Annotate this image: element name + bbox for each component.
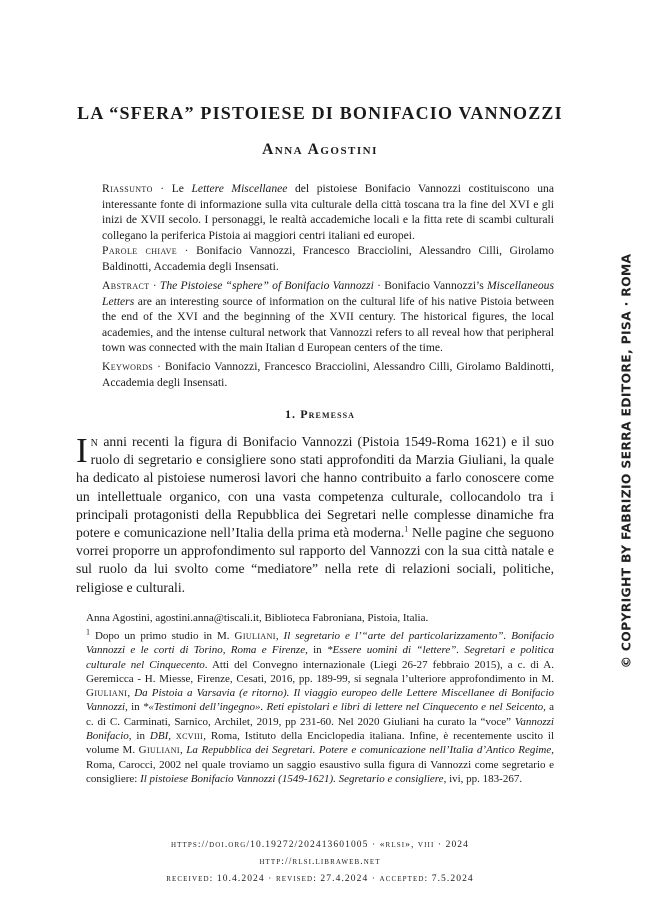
abstract-label: Abstract	[102, 279, 150, 292]
journal-url[interactable]: http://rlsi.libraweb.net	[259, 857, 381, 867]
parole-chiave-label: Parole chiave	[102, 244, 178, 257]
drop-cap: I	[76, 431, 88, 470]
keywords-block: Keywords · Bonifacio Vannozzi, Francesco Bracciolini, Alessandro Cilli, Girolamo Baldinotti, Accademia degli Insensati.	[102, 360, 554, 389]
section-heading: 1. Premessa	[284, 407, 356, 421]
footnote-1: $^1$ Dopo un primo studio in M. Giuliani, Il segretario e l’“arte del particolarizzamento”. Bonifacio Vannozzi e le corti di Torino, Roma e Firenze, in *Essere uomini di “lettere”. Segretari e politica culturale nel Cinquecento. Atti del Convegno internazionale (Liegi 26-27 febbraio 2015), a c. di A. Geremicca - H. Miesse, Firenze, Cesati, 2016, pp. 189-99, si segnala l’ulteriore approfondimento in M. Giuliani, Da Pistoia a Varsavia (e ritorno). Il viaggio europeo delle Lettere Miscellanee di Bonifacio Vannozzi, in *«Testimoni dell’ingegno». Reti epistolari e libri di lettere nel Cinquecento e nel Seicento, a c. di C. Carminati, Sarnico, Archilet, 2019, pp 231-60. Nel 2020 Giuliani ha curato la “voce” Vannozzi Bonifacio, in DBI, xcviii, Roma, Istituto della Enciclopedia italiana. Infine, è recentemente uscito il volume M. Giuliani, La Repubblica dei Segretari. Potere e comunicazione nell’Italia d’Antico Regime, Roma, Carocci, 2002 nel quale troviamo un saggio esaustivo sulla figura di Vannozzi come segretario e consigliere: Il pistoiese Bonifacio Vannozzi (1549-1621). Segretario e consigliere, ivi, pp. 183-267.	[86, 627, 555, 785]
dates-line: received: 10.4.2024 · revised: 27.4.2024 · accepted: 7.5.2024	[166, 874, 474, 884]
paper-title: LA “SFERA” PISTOIESE DI BONIFACIO VANNOZZI	[77, 103, 563, 123]
abstract-title: The Pistoiese “sphere” of Bonifacio Vannozzi	[159, 279, 374, 292]
parole-chiave-block: Parole chiave · Bonifacio Vannozzi, Francesco Bracciolini, Alessandro Cilli, Girolamo Baldinotti, Accademia degli Insensati.	[102, 244, 554, 273]
riassunto-label: Riassunto	[102, 182, 153, 195]
riassunto-block: Riassunto · Le Lettere Miscellanee del pistoiese Bonifacio Vannozzi costituiscono una interessante fonte di informazione sulla vita culturale della città toscana tra la fine del XVI e gli inizi de XVII secolo. I personaggi, le realtà accademiche locali e la fitta rete di scambi culturali collegano la periferica Pistoia ai maggiori centri italiani ed europei.	[102, 182, 554, 242]
copyright-sidebar: © COPYRIGHT BY FABRIZIO SERRA EDITORE, PISA · ROMA	[618, 253, 634, 669]
keywords-label: Keywords	[102, 360, 154, 373]
author-name: Anna Agostini	[262, 141, 378, 158]
body-paragraph: In anni recenti la figura di Bonifacio Vannozzi (Pistoia 1549-Roma 1621) e il suo ruolo di segretario e consigliere sono stati approfonditi da Marzia Giuliani, la quale ha dedicato al pistoiese numerosi lavori che hanno contribuito a farlo conoscere come un intellettuale organico, con una vasta competenza culturale, collocandolo tra i principali protagonisti della Repubblica dei Segretari nelle complesse dinamiche fra potere e comunicazione nell’Italia della prima età moderna.$^1$ Nelle pagine che seguono vorrei proporre un approfondimento sul rapporto del Vannozzi con la sua città natale e sul ruolo da lui svolto come “mediatore” nella rete di relazioni sociali, politiche, religiose e culturali.	[76, 431, 554, 595]
footnote-ref[interactable]: 1	[404, 524, 409, 534]
doi-line[interactable]: https://doi.org/10.19272/202413601005 · «rlsi», viii · 2024	[170, 840, 469, 850]
author-affiliation: Anna Agostini, agostini.anna@tiscali.it, Biblioteca Fabroniana, Pistoia, Italia.	[86, 612, 429, 624]
abstract-block: Abstract · The Pistoiese “sphere” of Bonifacio Vannozzi · Bonifacio Vannozzi’s Miscellaneous Letters are an interesting source of information on the cultural life of his native Pistoia between the end of the XVI and the beginning of the XVII century. The historical figures, the local academies, and the intense cultural network that Vannozzi refers to all reveal how that peripheral town was connected with the main Italian d European centers of the time.	[102, 279, 554, 355]
